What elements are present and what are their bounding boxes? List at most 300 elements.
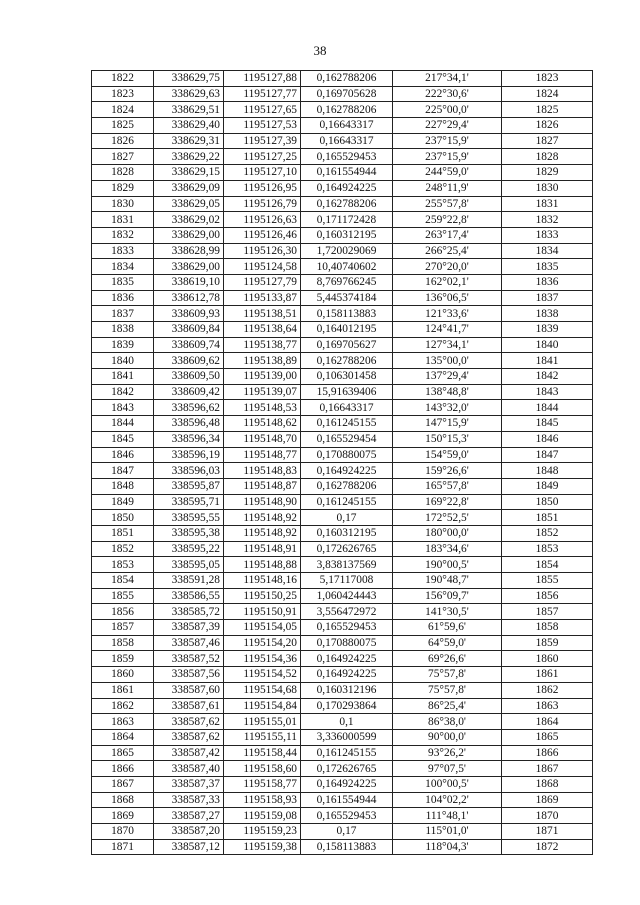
y-coordinate-cell: 1195126,46 [224, 227, 301, 243]
distance-cell: 1,060424443 [301, 588, 393, 604]
y-coordinate-cell: 1195159,08 [224, 808, 301, 824]
y-coordinate-cell: 1195148,53 [224, 400, 301, 416]
x-coordinate-cell: 338591,28 [154, 573, 224, 589]
direction-angle-cell: 259°22,8' [393, 212, 502, 228]
table-row [92, 573, 593, 589]
table-row [92, 745, 593, 761]
direction-angle-cell: 169°22,8' [393, 494, 502, 510]
direction-angle-cell: 111°48,1' [393, 808, 502, 824]
point-number-cell: 1868 [92, 792, 154, 808]
direction-angle-cell: 190°48,7' [393, 573, 502, 589]
point-number-cell: 1854 [92, 573, 154, 589]
distance-cell: 0,17 [301, 824, 393, 840]
next-point-number-cell: 1838 [502, 306, 593, 322]
distance-cell: 5,17117008 [301, 573, 393, 589]
x-coordinate-cell: 338595,55 [154, 510, 224, 526]
point-number-cell: 1855 [92, 588, 154, 604]
distance-cell: 0,170293864 [301, 698, 393, 714]
y-coordinate-cell: 1195138,89 [224, 353, 301, 369]
next-point-number-cell: 1870 [502, 808, 593, 824]
x-coordinate-cell: 338595,87 [154, 478, 224, 494]
point-number-cell: 1838 [92, 322, 154, 338]
point-number-cell: 1871 [92, 839, 154, 855]
next-point-number-cell: 1856 [502, 588, 593, 604]
next-point-number-cell: 1871 [502, 824, 593, 840]
distance-cell: 0,164924225 [301, 463, 393, 479]
distance-cell: 0,170880075 [301, 635, 393, 651]
direction-angle-cell: 121°33,6' [393, 306, 502, 322]
direction-angle-cell: 172°52,5' [393, 510, 502, 526]
table-row [92, 86, 593, 102]
next-point-number-cell: 1826 [502, 118, 593, 134]
distance-cell: 0,161245155 [301, 494, 393, 510]
point-number-cell: 1867 [92, 776, 154, 792]
table-row [92, 541, 593, 557]
distance-cell: 0,165529453 [301, 620, 393, 636]
next-point-number-cell: 1850 [502, 494, 593, 510]
table-row [92, 776, 593, 792]
table-row [92, 133, 593, 149]
x-coordinate-cell: 338612,78 [154, 290, 224, 306]
x-coordinate-cell: 338587,33 [154, 792, 224, 808]
point-number-cell: 1840 [92, 353, 154, 369]
direction-angle-cell: 61°59,6' [393, 620, 502, 636]
distance-cell: 0,162788206 [301, 196, 393, 212]
direction-angle-cell: 90°00,0' [393, 729, 502, 745]
y-coordinate-cell: 1195148,92 [224, 525, 301, 541]
direction-angle-cell: 118°04,3' [393, 839, 502, 855]
next-point-number-cell: 1842 [502, 369, 593, 385]
table-row [92, 290, 593, 306]
distance-cell: 0,17 [301, 510, 393, 526]
table-row [92, 682, 593, 698]
point-number-cell: 1860 [92, 667, 154, 683]
x-coordinate-cell: 338596,19 [154, 447, 224, 463]
table-row [92, 557, 593, 573]
x-coordinate-cell: 338629,00 [154, 227, 224, 243]
next-point-number-cell: 1855 [502, 573, 593, 589]
direction-angle-cell: 244°59,0' [393, 165, 502, 181]
next-point-number-cell: 1860 [502, 651, 593, 667]
x-coordinate-cell: 338595,38 [154, 525, 224, 541]
table-row [92, 180, 593, 196]
direction-angle-cell: 248°11,9' [393, 180, 502, 196]
y-coordinate-cell: 1195127,25 [224, 149, 301, 165]
next-point-number-cell: 1848 [502, 463, 593, 479]
y-coordinate-cell: 1195148,87 [224, 478, 301, 494]
x-coordinate-cell: 338587,37 [154, 776, 224, 792]
next-point-number-cell: 1853 [502, 541, 593, 557]
point-number-cell: 1851 [92, 525, 154, 541]
y-coordinate-cell: 1195138,64 [224, 322, 301, 338]
y-coordinate-cell: 1195127,53 [224, 118, 301, 134]
direction-angle-cell: 86°25,4' [393, 698, 502, 714]
point-number-cell: 1842 [92, 384, 154, 400]
next-point-number-cell: 1827 [502, 133, 593, 149]
x-coordinate-cell: 338629,00 [154, 259, 224, 275]
y-coordinate-cell: 1195150,91 [224, 604, 301, 620]
distance-cell: 0,16643317 [301, 118, 393, 134]
direction-angle-cell: 93°26,2' [393, 745, 502, 761]
table-row [92, 604, 593, 620]
next-point-number-cell: 1862 [502, 682, 593, 698]
coordinates-table-body [92, 71, 593, 855]
direction-angle-cell: 127°34,1' [393, 337, 502, 353]
direction-angle-cell: 165°57,8' [393, 478, 502, 494]
direction-angle-cell: 222°30,6' [393, 86, 502, 102]
x-coordinate-cell: 338587,52 [154, 651, 224, 667]
direction-angle-cell: 154°59,0' [393, 447, 502, 463]
distance-cell: 0,164924225 [301, 667, 393, 683]
direction-angle-cell: 159°26,6' [393, 463, 502, 479]
y-coordinate-cell: 1195154,36 [224, 651, 301, 667]
x-coordinate-cell: 338595,05 [154, 557, 224, 573]
y-coordinate-cell: 1195133,87 [224, 290, 301, 306]
y-coordinate-cell: 1195154,68 [224, 682, 301, 698]
table-row [92, 118, 593, 134]
table-row [92, 729, 593, 745]
table-row [92, 792, 593, 808]
point-number-cell: 1862 [92, 698, 154, 714]
distance-cell: 0,172626765 [301, 761, 393, 777]
y-coordinate-cell: 1195138,77 [224, 337, 301, 353]
next-point-number-cell: 1834 [502, 243, 593, 259]
x-coordinate-cell: 338587,61 [154, 698, 224, 714]
point-number-cell: 1864 [92, 729, 154, 745]
point-number-cell: 1856 [92, 604, 154, 620]
point-number-cell: 1865 [92, 745, 154, 761]
next-point-number-cell: 1865 [502, 729, 593, 745]
table-row [92, 306, 593, 322]
direction-angle-cell: 64°59,0' [393, 635, 502, 651]
x-coordinate-cell: 338595,71 [154, 494, 224, 510]
x-coordinate-cell: 338587,60 [154, 682, 224, 698]
table-row [92, 714, 593, 730]
next-point-number-cell: 1835 [502, 259, 593, 275]
point-number-cell: 1823 [92, 86, 154, 102]
direction-angle-cell: 156°09,7' [393, 588, 502, 604]
next-point-number-cell: 1830 [502, 180, 593, 196]
x-coordinate-cell: 338629,63 [154, 86, 224, 102]
direction-angle-cell: 141°30,5' [393, 604, 502, 620]
y-coordinate-cell: 1195148,62 [224, 416, 301, 432]
x-coordinate-cell: 338587,27 [154, 808, 224, 824]
y-coordinate-cell: 1195148,88 [224, 557, 301, 573]
distance-cell: 0,161245155 [301, 745, 393, 761]
next-point-number-cell: 1849 [502, 478, 593, 494]
y-coordinate-cell: 1195127,65 [224, 102, 301, 118]
table-row [92, 839, 593, 855]
x-coordinate-cell: 338587,40 [154, 761, 224, 777]
distance-cell: 0,164924225 [301, 651, 393, 667]
y-coordinate-cell: 1195148,83 [224, 463, 301, 479]
y-coordinate-cell: 1195155,01 [224, 714, 301, 730]
y-coordinate-cell: 1195127,88 [224, 71, 301, 87]
point-number-cell: 1863 [92, 714, 154, 730]
next-point-number-cell: 1857 [502, 604, 593, 620]
x-coordinate-cell: 338619,10 [154, 274, 224, 290]
table-row [92, 227, 593, 243]
point-number-cell: 1827 [92, 149, 154, 165]
point-number-cell: 1834 [92, 259, 154, 275]
y-coordinate-cell: 1195154,84 [224, 698, 301, 714]
next-point-number-cell: 1824 [502, 86, 593, 102]
distance-cell: 0,169705628 [301, 86, 393, 102]
y-coordinate-cell: 1195138,51 [224, 306, 301, 322]
page-number: 38 [313, 43, 327, 58]
distance-cell: 0,16643317 [301, 133, 393, 149]
distance-cell: 0,161554944 [301, 792, 393, 808]
table-row [92, 165, 593, 181]
table-row [92, 337, 593, 353]
x-coordinate-cell: 338585,72 [154, 604, 224, 620]
next-point-number-cell: 1831 [502, 196, 593, 212]
distance-cell: 0,160312196 [301, 682, 393, 698]
next-point-number-cell: 1823 [502, 71, 593, 87]
x-coordinate-cell: 338595,22 [154, 541, 224, 557]
y-coordinate-cell: 1195126,79 [224, 196, 301, 212]
point-number-cell: 1825 [92, 118, 154, 134]
next-point-number-cell: 1845 [502, 416, 593, 432]
distance-cell: 0,165529454 [301, 431, 393, 447]
direction-angle-cell: 150°15,3' [393, 431, 502, 447]
x-coordinate-cell: 338596,03 [154, 463, 224, 479]
table-row [92, 510, 593, 526]
table-row [92, 588, 593, 604]
x-coordinate-cell: 338587,12 [154, 839, 224, 855]
distance-cell: 0,165529453 [301, 808, 393, 824]
next-point-number-cell: 1832 [502, 212, 593, 228]
x-coordinate-cell: 338629,31 [154, 133, 224, 149]
x-coordinate-cell: 338629,22 [154, 149, 224, 165]
y-coordinate-cell: 1195158,77 [224, 776, 301, 792]
next-point-number-cell: 1851 [502, 510, 593, 526]
distance-cell: 0,170880075 [301, 447, 393, 463]
y-coordinate-cell: 1195159,38 [224, 839, 301, 855]
table-row [92, 353, 593, 369]
point-number-cell: 1837 [92, 306, 154, 322]
point-number-cell: 1870 [92, 824, 154, 840]
point-number-cell: 1830 [92, 196, 154, 212]
point-number-cell: 1833 [92, 243, 154, 259]
x-coordinate-cell: 338629,05 [154, 196, 224, 212]
distance-cell: 15,91639406 [301, 384, 393, 400]
y-coordinate-cell: 1195139,00 [224, 369, 301, 385]
y-coordinate-cell: 1195127,10 [224, 165, 301, 181]
y-coordinate-cell: 1195154,05 [224, 620, 301, 636]
y-coordinate-cell: 1195127,39 [224, 133, 301, 149]
next-point-number-cell: 1846 [502, 431, 593, 447]
direction-angle-cell: 135°00,0' [393, 353, 502, 369]
distance-cell: 10,40740602 [301, 259, 393, 275]
direction-angle-cell: 217°34,1' [393, 71, 502, 87]
direction-angle-cell: 104°02,2' [393, 792, 502, 808]
direction-angle-cell: 100°00,5' [393, 776, 502, 792]
point-number-cell: 1859 [92, 651, 154, 667]
point-number-cell: 1858 [92, 635, 154, 651]
next-point-number-cell: 1858 [502, 620, 593, 636]
point-number-cell: 1824 [92, 102, 154, 118]
next-point-number-cell: 1837 [502, 290, 593, 306]
direction-angle-cell: 263°17,4' [393, 227, 502, 243]
x-coordinate-cell: 338609,84 [154, 322, 224, 338]
direction-angle-cell: 97°07,5' [393, 761, 502, 777]
next-point-number-cell: 1864 [502, 714, 593, 730]
next-point-number-cell: 1861 [502, 667, 593, 683]
next-point-number-cell: 1863 [502, 698, 593, 714]
table-row [92, 447, 593, 463]
distance-cell: 0,162788206 [301, 102, 393, 118]
distance-cell: 0,16643317 [301, 400, 393, 416]
x-coordinate-cell: 338629,75 [154, 71, 224, 87]
point-number-cell: 1850 [92, 510, 154, 526]
y-coordinate-cell: 1195154,52 [224, 667, 301, 683]
y-coordinate-cell: 1195127,77 [224, 86, 301, 102]
distance-cell: 0,164924225 [301, 776, 393, 792]
point-number-cell: 1847 [92, 463, 154, 479]
next-point-number-cell: 1843 [502, 384, 593, 400]
point-number-cell: 1835 [92, 274, 154, 290]
x-coordinate-cell: 338629,40 [154, 118, 224, 134]
distance-cell: 0,169705627 [301, 337, 393, 353]
x-coordinate-cell: 338609,42 [154, 384, 224, 400]
distance-cell: 0,160312195 [301, 525, 393, 541]
point-number-cell: 1866 [92, 761, 154, 777]
distance-cell: 1,720029069 [301, 243, 393, 259]
point-number-cell: 1828 [92, 165, 154, 181]
point-number-cell: 1869 [92, 808, 154, 824]
table-row [92, 463, 593, 479]
distance-cell: 0,162788206 [301, 478, 393, 494]
point-number-cell: 1822 [92, 71, 154, 87]
direction-angle-cell: 69°26,6' [393, 651, 502, 667]
x-coordinate-cell: 338587,39 [154, 620, 224, 636]
distance-cell: 0,158113883 [301, 839, 393, 855]
x-coordinate-cell: 338609,74 [154, 337, 224, 353]
table-row [92, 71, 593, 87]
point-number-cell: 1826 [92, 133, 154, 149]
direction-angle-cell: 124°41,7' [393, 322, 502, 338]
next-point-number-cell: 1852 [502, 525, 593, 541]
next-point-number-cell: 1828 [502, 149, 593, 165]
x-coordinate-cell: 338596,48 [154, 416, 224, 432]
direction-angle-cell: 270°20,0' [393, 259, 502, 275]
direction-angle-cell: 138°48,8' [393, 384, 502, 400]
table-row [92, 102, 593, 118]
direction-angle-cell: 180°00,0' [393, 525, 502, 541]
x-coordinate-cell: 338596,34 [154, 431, 224, 447]
point-number-cell: 1843 [92, 400, 154, 416]
direction-angle-cell: 115°01,0' [393, 824, 502, 840]
point-number-cell: 1839 [92, 337, 154, 353]
point-number-cell: 1841 [92, 369, 154, 385]
y-coordinate-cell: 1195158,44 [224, 745, 301, 761]
next-point-number-cell: 1836 [502, 274, 593, 290]
table-row [92, 824, 593, 840]
next-point-number-cell: 1869 [502, 792, 593, 808]
distance-cell: 0,171172428 [301, 212, 393, 228]
y-coordinate-cell: 1195148,77 [224, 447, 301, 463]
next-point-number-cell: 1868 [502, 776, 593, 792]
table-row [92, 384, 593, 400]
x-coordinate-cell: 338587,42 [154, 745, 224, 761]
table-row [92, 761, 593, 777]
next-point-number-cell: 1859 [502, 635, 593, 651]
distance-cell: 0,162788206 [301, 71, 393, 87]
table-row [92, 196, 593, 212]
distance-cell: 3,336000599 [301, 729, 393, 745]
next-point-number-cell: 1844 [502, 400, 593, 416]
table-row [92, 400, 593, 416]
next-point-number-cell: 1866 [502, 745, 593, 761]
distance-cell: 8,769766245 [301, 274, 393, 290]
y-coordinate-cell: 1195155,11 [224, 729, 301, 745]
y-coordinate-cell: 1195148,91 [224, 541, 301, 557]
distance-cell: 5,445374184 [301, 290, 393, 306]
y-coordinate-cell: 1195154,20 [224, 635, 301, 651]
y-coordinate-cell: 1195150,25 [224, 588, 301, 604]
x-coordinate-cell: 338587,46 [154, 635, 224, 651]
y-coordinate-cell: 1195127,79 [224, 274, 301, 290]
next-point-number-cell: 1840 [502, 337, 593, 353]
point-number-cell: 1849 [92, 494, 154, 510]
y-coordinate-cell: 1195158,60 [224, 761, 301, 777]
next-point-number-cell: 1829 [502, 165, 593, 181]
next-point-number-cell: 1841 [502, 353, 593, 369]
x-coordinate-cell: 338609,62 [154, 353, 224, 369]
y-coordinate-cell: 1195148,70 [224, 431, 301, 447]
next-point-number-cell: 1854 [502, 557, 593, 573]
table-row [92, 369, 593, 385]
y-coordinate-cell: 1195148,16 [224, 573, 301, 589]
next-point-number-cell: 1825 [502, 102, 593, 118]
table-row [92, 431, 593, 447]
direction-angle-cell: 147°15,9' [393, 416, 502, 432]
distance-cell: 0,172626765 [301, 541, 393, 557]
point-number-cell: 1852 [92, 541, 154, 557]
next-point-number-cell: 1872 [502, 839, 593, 855]
table-row [92, 259, 593, 275]
table-row [92, 243, 593, 259]
table-row [92, 416, 593, 432]
distance-cell: 0,161245155 [301, 416, 393, 432]
distance-cell: 3,556472972 [301, 604, 393, 620]
table-row [92, 635, 593, 651]
direction-angle-cell: 75°57,8' [393, 667, 502, 683]
y-coordinate-cell: 1195158,93 [224, 792, 301, 808]
distance-cell: 0,162788206 [301, 353, 393, 369]
point-number-cell: 1832 [92, 227, 154, 243]
x-coordinate-cell: 338587,56 [154, 667, 224, 683]
point-number-cell: 1857 [92, 620, 154, 636]
table-row [92, 651, 593, 667]
x-coordinate-cell: 338587,20 [154, 824, 224, 840]
distance-cell: 0,161554944 [301, 165, 393, 181]
distance-cell: 0,165529453 [301, 149, 393, 165]
x-coordinate-cell: 338596,62 [154, 400, 224, 416]
direction-angle-cell: 75°57,8' [393, 682, 502, 698]
next-point-number-cell: 1833 [502, 227, 593, 243]
coordinates-table [91, 70, 593, 855]
direction-angle-cell: 237°15,9' [393, 149, 502, 165]
point-number-cell: 1844 [92, 416, 154, 432]
y-coordinate-cell: 1195159,23 [224, 824, 301, 840]
point-number-cell: 1853 [92, 557, 154, 573]
x-coordinate-cell: 338629,15 [154, 165, 224, 181]
point-number-cell: 1845 [92, 431, 154, 447]
x-coordinate-cell: 338586,55 [154, 588, 224, 604]
table-row [92, 478, 593, 494]
